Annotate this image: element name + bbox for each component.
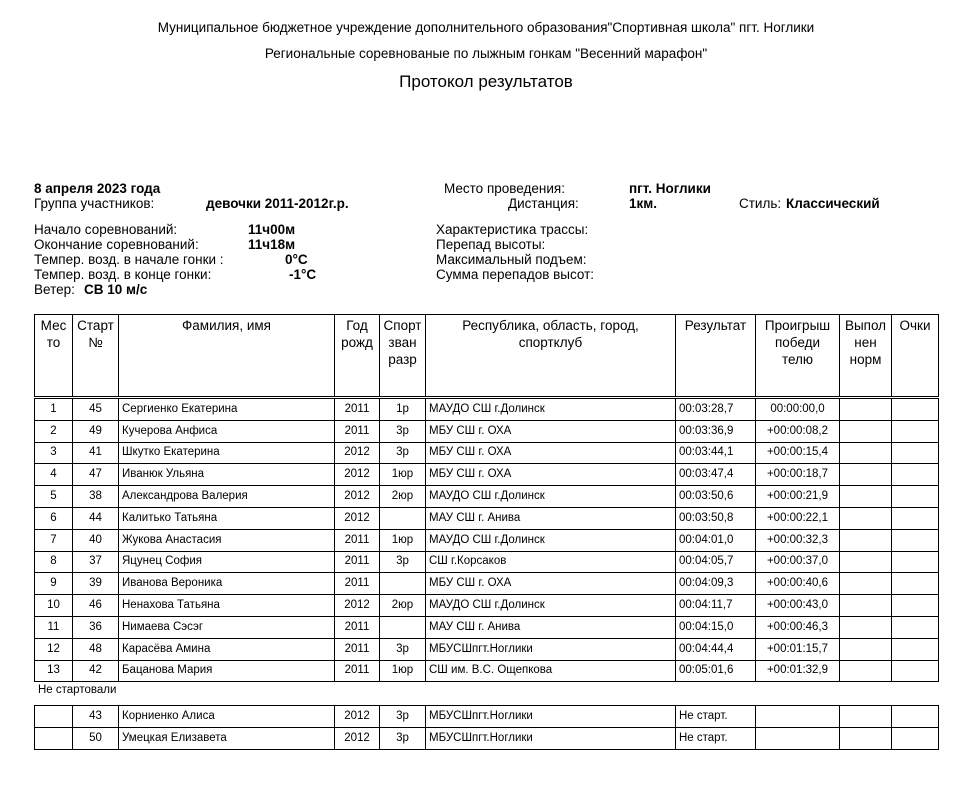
col-sport-rank-cell: 3р (380, 706, 426, 728)
temp-end-value: -1°C (289, 267, 317, 282)
col-birth-year-header: Год рожд (335, 315, 380, 397)
col-points-cell (892, 529, 939, 551)
col-start-no-cell: 38 (73, 486, 119, 508)
col-start-no-cell: 37 (73, 551, 119, 573)
col-norm-cell (840, 595, 892, 617)
col-name-cell: Иванюк Ульяна (119, 464, 335, 486)
col-birth-year-cell: 2011 (335, 638, 380, 660)
col-club-cell: МБУ СШ г. ОХА (426, 420, 676, 442)
col-birth-year-cell: 2011 (335, 529, 380, 551)
col-start-no-cell: 45 (73, 399, 119, 421)
col-norm-cell (840, 442, 892, 464)
col-place-cell: 8 (35, 551, 73, 573)
height-diff-label: Перепад высоты: (436, 237, 546, 252)
col-birth-year-cell: 2012 (335, 507, 380, 529)
col-gap-cell: +00:00:32,3 (756, 529, 840, 551)
header-row (35, 315, 939, 397)
col-gap-cell: +00:00:15,4 (756, 442, 840, 464)
col-place-cell: 3 (35, 442, 73, 464)
dns-row (35, 727, 939, 749)
col-birth-year-cell: 2012 (335, 706, 380, 728)
col-start-no-cell: 40 (73, 529, 119, 551)
col-result-cell: Не старт. (676, 706, 756, 728)
col-points-cell (892, 727, 939, 749)
col-club-cell: МАУ СШ г. Анива (426, 507, 676, 529)
col-points-cell (892, 616, 939, 638)
col-start-no-cell: 42 (73, 660, 119, 682)
col-result-header: Результат (676, 315, 756, 397)
wind-value: СВ 10 м/с (84, 282, 148, 297)
result-row (35, 399, 939, 421)
col-result-cell: 00:03:44,1 (676, 442, 756, 464)
col-birth-year-cell: 2012 (335, 486, 380, 508)
result-row (35, 420, 939, 442)
distance-label: Дистанция: (508, 196, 579, 211)
col-sport-rank-cell: 3р (380, 727, 426, 749)
result-row (35, 442, 939, 464)
venue-label: Место проведения: (444, 181, 565, 196)
col-sport-rank-cell: 3р (380, 638, 426, 660)
col-club-cell: МБУСШпгт.Ноглики (426, 706, 676, 728)
col-sport-rank-cell (380, 573, 426, 595)
col-result-cell: 00:03:47,4 (676, 464, 756, 486)
col-start-no-cell: 43 (73, 706, 119, 728)
col-result-cell: 00:03:36,9 (676, 420, 756, 442)
col-gap-cell: 00:00:00,0 (756, 399, 840, 421)
col-name-cell: Кучерова Анфиса (119, 420, 335, 442)
col-club-cell: МБУ СШ г. ОХА (426, 442, 676, 464)
wind-label: Ветер: (34, 282, 75, 297)
col-name-cell: Иванова Вероника (119, 573, 335, 595)
col-gap-cell: +00:00:40,6 (756, 573, 840, 595)
group-value: девочки 2011-2012г.р. (206, 196, 349, 211)
col-gap-cell (756, 727, 840, 749)
col-place-cell: 9 (35, 573, 73, 595)
col-result-cell: 00:04:15,0 (676, 616, 756, 638)
col-name-header: Фамилия, имя (119, 315, 335, 397)
col-points-cell (892, 638, 939, 660)
col-club-cell: МАУДО СШ г.Долинск (426, 486, 676, 508)
col-points-cell (892, 464, 939, 486)
temp-start-label: Темпер. возд. в начале гонки : (34, 252, 224, 267)
col-norm-cell (840, 399, 892, 421)
col-sport-rank-cell (380, 616, 426, 638)
col-result-cell: 00:04:05,7 (676, 551, 756, 573)
col-place-cell: 10 (35, 595, 73, 617)
col-norm-cell (840, 464, 892, 486)
col-start-no-cell: 49 (73, 420, 119, 442)
col-points-cell (892, 706, 939, 728)
col-place-header: Мес то (35, 315, 73, 397)
col-sport-rank-header: Спорт зван разр (380, 315, 426, 397)
col-norm-cell (840, 507, 892, 529)
col-gap-cell: +00:00:22,1 (756, 507, 840, 529)
col-club-header: Республика, область, город, спортклуб (426, 315, 676, 397)
col-club-cell: СШ г.Корсаков (426, 551, 676, 573)
col-club-cell: МАУДО СШ г.Долинск (426, 529, 676, 551)
col-sport-rank-cell: 1юр (380, 660, 426, 682)
col-club-cell: МБУ СШ г. ОХА (426, 573, 676, 595)
col-result-cell: 00:04:01,0 (676, 529, 756, 551)
col-result-cell: 00:04:44,4 (676, 638, 756, 660)
dns-row (35, 706, 939, 728)
col-club-cell: МБУСШпгт.Ноглики (426, 727, 676, 749)
sum-diff-label: Сумма перепадов высот: (436, 267, 595, 282)
col-result-cell: 00:05:01,6 (676, 660, 756, 682)
col-name-cell: Жукова Анастасия (119, 529, 335, 551)
col-place-cell: 12 (35, 638, 73, 660)
col-result-cell: 00:03:28,7 (676, 399, 756, 421)
col-norm-cell (840, 420, 892, 442)
col-birth-year-cell: 2012 (335, 464, 380, 486)
track-label: Характеристика трассы: (436, 222, 589, 237)
col-result-cell: 00:03:50,8 (676, 507, 756, 529)
col-points-cell (892, 399, 939, 421)
style-label: Стиль: (739, 196, 782, 211)
col-gap-header: Проигрыш победи телю (756, 315, 840, 397)
competition-title: Региональные соревнованые по лыжным гонкам "Весенний марафон" (264, 46, 708, 61)
col-club-cell: МАУ СШ г. Анива (426, 616, 676, 638)
col-sport-rank-cell (380, 507, 426, 529)
col-birth-year-cell: 2011 (335, 573, 380, 595)
col-club-cell: МАУДО СШ г.Долинск (426, 595, 676, 617)
result-row (35, 660, 939, 682)
col-gap-cell: +00:00:18,7 (756, 464, 840, 486)
col-gap-cell: +00:00:46,3 (756, 616, 840, 638)
col-name-cell: Корниенко Алиса (119, 706, 335, 728)
col-place-cell: 7 (35, 529, 73, 551)
col-norm-cell (840, 486, 892, 508)
col-sport-rank-cell: 1юр (380, 529, 426, 551)
col-name-cell: Сергиенко Екатерина (119, 399, 335, 421)
protocol-title: Протокол результатов (399, 72, 573, 91)
results-header (34, 314, 939, 397)
results-table (34, 398, 939, 682)
col-club-cell: МАУДО СШ г.Долинск (426, 399, 676, 421)
col-gap-cell: +00:00:08,2 (756, 420, 840, 442)
col-points-cell (892, 442, 939, 464)
max-climb-label: Максимальный подъем: (436, 252, 587, 267)
col-start-no-cell: 44 (73, 507, 119, 529)
venue-value: пгт. Ноглики (629, 181, 711, 196)
col-name-cell: Калитько Татьяна (119, 507, 335, 529)
col-place-cell: 2 (35, 420, 73, 442)
col-sport-rank-cell: 2юр (380, 595, 426, 617)
result-row (35, 573, 939, 595)
temp-end-label: Темпер. возд. в конце гонки: (34, 267, 212, 282)
group-label: Группа участников: (34, 196, 155, 211)
dns-label: Не стартовали (38, 684, 117, 696)
col-norm-cell (840, 551, 892, 573)
col-norm-cell (840, 616, 892, 638)
col-birth-year-cell: 2012 (335, 442, 380, 464)
col-place-cell (35, 706, 73, 728)
col-start-no-cell: 36 (73, 616, 119, 638)
col-sport-rank-cell: 3р (380, 420, 426, 442)
col-sport-rank-cell: 1юр (380, 464, 426, 486)
col-name-cell: Александрова Валерия (119, 486, 335, 508)
col-place-cell (35, 727, 73, 749)
col-points-cell (892, 573, 939, 595)
result-row (35, 616, 939, 638)
col-start-no-cell: 41 (73, 442, 119, 464)
col-norm-cell (840, 573, 892, 595)
dns-table (34, 705, 939, 750)
col-gap-cell: +00:00:37,0 (756, 551, 840, 573)
col-birth-year-cell: 2011 (335, 616, 380, 638)
start-label: Начало соревнований: (34, 222, 178, 237)
col-points-cell (892, 660, 939, 682)
col-norm-cell (840, 638, 892, 660)
result-row (35, 551, 939, 573)
col-place-cell: 11 (35, 616, 73, 638)
col-name-cell: Умецкая Елизавета (119, 727, 335, 749)
col-points-cell (892, 420, 939, 442)
col-birth-year-cell: 2012 (335, 595, 380, 617)
col-result-cell: 00:04:11,7 (676, 595, 756, 617)
col-name-cell: Нимаева Сэсэг (119, 616, 335, 638)
col-start-no-cell: 46 (73, 595, 119, 617)
col-norm-cell (840, 529, 892, 551)
col-birth-year-cell: 2011 (335, 399, 380, 421)
col-birth-year-cell: 2011 (335, 551, 380, 573)
col-sport-rank-cell: 3р (380, 551, 426, 573)
col-norm-cell (840, 727, 892, 749)
col-name-cell: Яцунец София (119, 551, 335, 573)
col-points-cell (892, 486, 939, 508)
col-place-cell: 6 (35, 507, 73, 529)
result-row (35, 595, 939, 617)
col-start-no-cell: 47 (73, 464, 119, 486)
result-row (35, 464, 939, 486)
col-name-cell: Карасёва Амина (119, 638, 335, 660)
style-value: Классический (786, 196, 880, 211)
col-norm-cell (840, 706, 892, 728)
col-name-cell: Шкутко Екатерина (119, 442, 335, 464)
col-gap-cell: +00:01:32,9 (756, 660, 840, 682)
col-gap-cell: +00:01:15,7 (756, 638, 840, 660)
col-birth-year-cell: 2011 (335, 420, 380, 442)
end-label: Окончание соревнований: (34, 237, 199, 252)
col-birth-year-cell: 2012 (335, 727, 380, 749)
result-row (35, 529, 939, 551)
col-club-cell: СШ им. В.С. Ощепкова (426, 660, 676, 682)
col-name-cell: Ненахова Татьяна (119, 595, 335, 617)
col-result-cell: Не старт. (676, 727, 756, 749)
col-start-no-header: Старт № (73, 315, 119, 397)
organization-title: Муниципальное бюджетное учреждение дополнительного образования"Спортивная школа" пгт. Ноглики (157, 20, 815, 35)
result-row (35, 486, 939, 508)
col-result-cell: 00:04:09,3 (676, 573, 756, 595)
col-start-no-cell: 50 (73, 727, 119, 749)
start-value: 11ч00м (248, 222, 296, 237)
col-points-cell (892, 595, 939, 617)
col-place-cell: 4 (35, 464, 73, 486)
col-sport-rank-cell: 2юр (380, 486, 426, 508)
col-start-no-cell: 39 (73, 573, 119, 595)
col-gap-cell: +00:00:21,9 (756, 486, 840, 508)
col-sport-rank-cell: 3р (380, 442, 426, 464)
col-norm-cell (840, 660, 892, 682)
col-points-cell (892, 551, 939, 573)
result-row (35, 638, 939, 660)
col-birth-year-cell: 2011 (335, 660, 380, 682)
end-value: 11ч18м (248, 237, 296, 252)
col-club-cell: МБУСШпгт.Ноглики (426, 638, 676, 660)
col-result-cell: 00:03:50,6 (676, 486, 756, 508)
col-norm-header: Выпол нен норм (840, 315, 892, 397)
col-club-cell: МБУ СШ г. ОХА (426, 464, 676, 486)
col-gap-cell: +00:00:43,0 (756, 595, 840, 617)
col-start-no-cell: 48 (73, 638, 119, 660)
col-name-cell: Бацанова Мария (119, 660, 335, 682)
col-sport-rank-cell: 1р (380, 399, 426, 421)
distance-value: 1км. (629, 196, 658, 211)
col-place-cell: 1 (35, 399, 73, 421)
col-place-cell: 13 (35, 660, 73, 682)
col-points-cell (892, 507, 939, 529)
col-gap-cell (756, 706, 840, 728)
col-place-cell: 5 (35, 486, 73, 508)
temp-start-value: 0°C (285, 252, 308, 267)
event-date: 8 апреля 2023 года (34, 181, 161, 196)
col-points-header: Очки (892, 315, 939, 397)
result-row (35, 507, 939, 529)
